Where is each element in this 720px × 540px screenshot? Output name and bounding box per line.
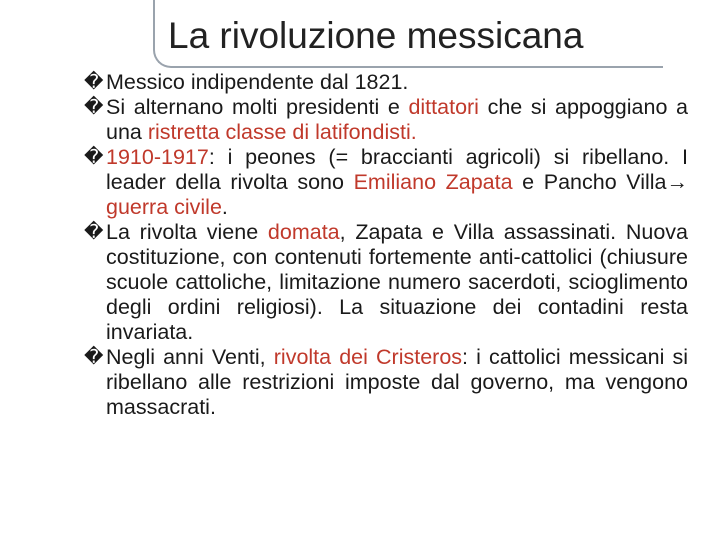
text-segment: Si alternano molti presidenti e <box>106 95 409 119</box>
bullet-marker-icon: � <box>84 71 104 93</box>
bullet-item <box>84 70 688 95</box>
bullet-item <box>84 345 689 420</box>
highlighted-text: domata <box>267 220 340 244</box>
text-segment: , Zapata e Villa assassinati. Nuova costituzione, con contenuti fortemente anti-cattolici (chiusure scuole cattoliche, limitazione numero sacerdoti, scioglimento degli ordini religiosi). La situazione dei contadini resta invariata. <box>106 220 688 344</box>
text-segment: La rivolta viene <box>106 220 268 244</box>
highlighted-text: 1910-1917 <box>106 145 209 169</box>
bullet-marker-icon: � <box>84 346 104 368</box>
text-segment: : i peones (= braccianti agricoli) si ribellano. I leader della rivolta sono <box>106 145 688 194</box>
text-segment: → <box>666 170 688 194</box>
highlighted-text: rivolta dei Cristeros <box>273 345 463 369</box>
text-segment: : i cattolici messicani si ribellano alle restrizioni imposte dal governo, ma vengono massacrati. <box>106 345 689 419</box>
bullet-list <box>84 70 689 420</box>
bullet-marker-icon: � <box>84 146 104 168</box>
bullet-marker-icon: � <box>84 96 104 118</box>
highlighted-text: ristretta classe di latifondisti. <box>147 120 417 144</box>
bullet-item <box>84 95 688 145</box>
bullet-item <box>84 145 688 220</box>
highlighted-text: dittatori <box>408 95 479 119</box>
text-segment: e Pancho Villa <box>512 170 667 194</box>
text-segment: Messico indipendente dal 1821. <box>106 70 409 94</box>
text-segment: . <box>221 195 228 219</box>
highlighted-text: Emiliano Zapata <box>353 170 513 194</box>
bullet-marker-icon: � <box>84 221 104 243</box>
text-segment: Negli anni Venti, <box>106 345 274 369</box>
slide-title: La rivoluzione messicana <box>168 15 584 56</box>
bullet-item <box>84 220 688 345</box>
text-segment: che si appoggiano a una <box>106 95 688 144</box>
highlighted-text: guerra civile <box>106 195 222 219</box>
